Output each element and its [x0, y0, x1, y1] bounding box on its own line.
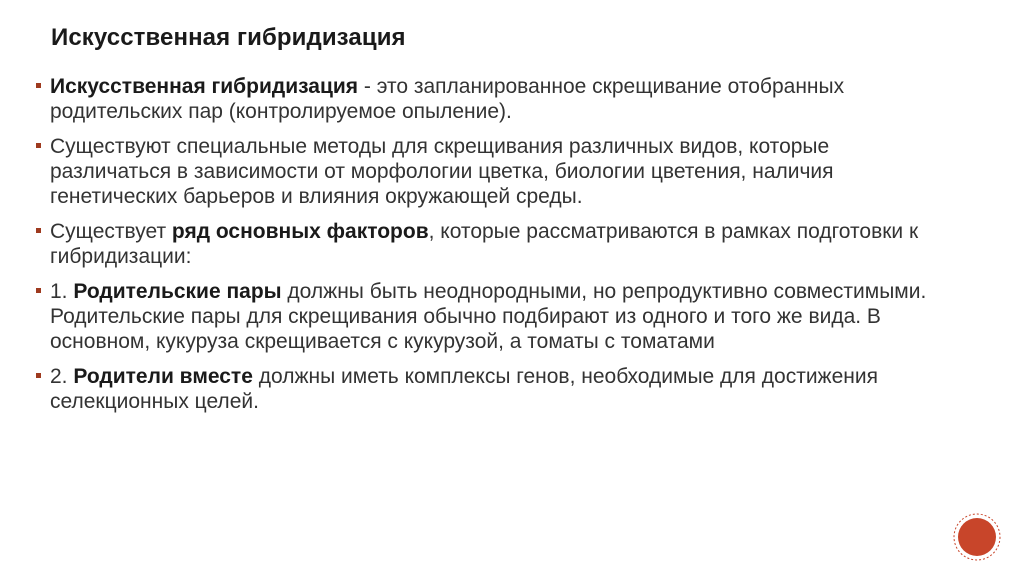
slide-title: Искусственная гибридизация: [51, 24, 406, 51]
bullet-text-bold: Родительские пары: [73, 280, 282, 303]
bullet-item: [36, 74, 936, 124]
bullet-text: 2.: [50, 365, 74, 388]
bullet-item: [36, 134, 936, 209]
bullet-text: должны быть неоднородными, но репродуктивно совместимыми. Родительские пары для скрещивания обычно подбирают из одного и того же вида. В основном, кукуруза скрещивается с кукурузой, а томаты с томатами: [50, 280, 927, 353]
square-bullet-icon: [36, 143, 41, 148]
bullet-text-bold: Искусственная гибридизация: [50, 75, 359, 98]
square-bullet-icon: [36, 228, 41, 233]
square-bullet-icon: [36, 373, 41, 378]
bullet-text-bold: ряд основных факторов: [171, 220, 429, 243]
bullet-item: [36, 279, 936, 354]
square-bullet-icon: [36, 83, 41, 88]
bullet-item: [36, 364, 936, 414]
bullet-list: [36, 74, 936, 424]
circle-decoration-icon: [952, 512, 1002, 562]
bullet-text: должны иметь комплексы генов, необходимые для достижения селекционных целей.: [50, 365, 878, 413]
bullet-text: , которые рассматриваются в рамках подготовки к гибридизации:: [50, 220, 919, 268]
bullet-text: - это запланированное скрещивание отобранных родительских пар (контролируемое опыление).: [50, 75, 845, 123]
bullet-text: Существуют специальные методы для скрещивания различных видов, которые различаться в зависимости от морфологии цветка, биологии цветения, наличия генетических барьеров и влияния окружающей среды.: [50, 135, 834, 208]
square-bullet-icon: [36, 288, 41, 293]
bullet-item: [36, 219, 936, 269]
bullet-text-bold: Родители вместе: [73, 365, 253, 388]
bullet-text: Существует: [50, 220, 172, 243]
bullet-text: 1.: [50, 280, 74, 303]
